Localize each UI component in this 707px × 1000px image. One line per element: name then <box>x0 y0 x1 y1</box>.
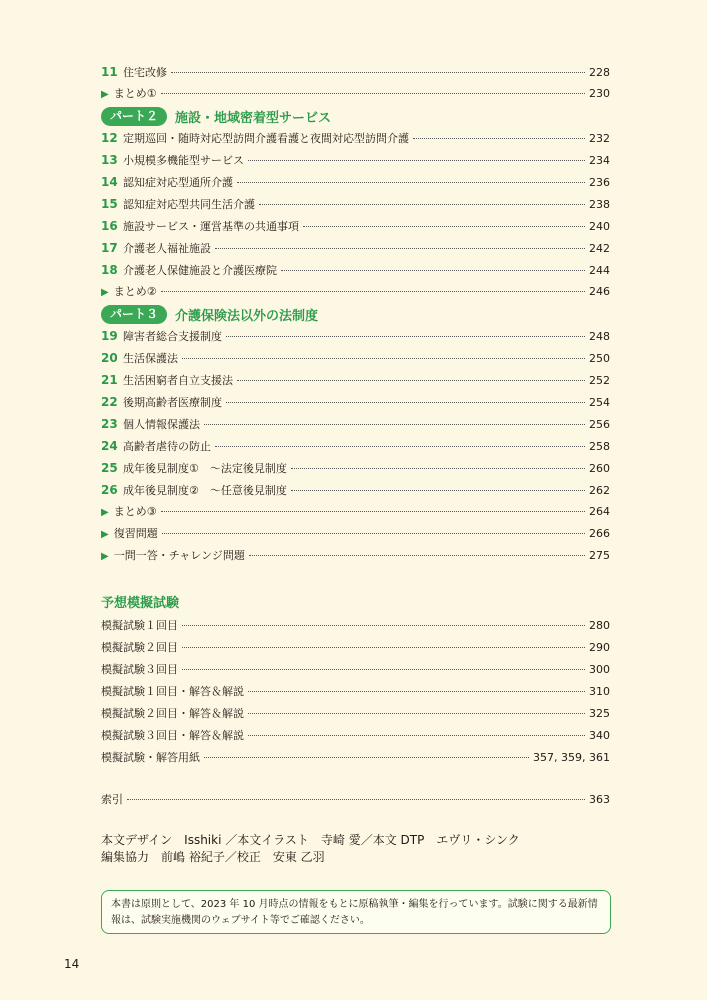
part2-title: 施設・地域密着型サービス <box>175 110 332 126</box>
entry-page: 340 <box>589 729 610 742</box>
toc-entry[interactable] <box>101 413 610 435</box>
entry-title: 定期巡回・随時対応型訪問介護看護と夜間対応型訪問介護 <box>123 132 409 145</box>
entry-title: 生活困窮者自立支援法 <box>123 374 233 387</box>
chapter-number: 20 <box>101 351 118 365</box>
chapter-number: 26 <box>101 483 118 497</box>
entry-title: 成年後見制度② ～任意後見制度 <box>123 484 287 497</box>
part3-title: 介護保険法以外の法制度 <box>175 308 319 324</box>
entry-page: 234 <box>589 154 610 167</box>
entry-title: 模擬試験１回目・解答＆解説 <box>101 685 244 698</box>
entry-page: 262 <box>589 484 610 497</box>
entry-title: 模擬試験・解答用紙 <box>101 751 200 764</box>
dot-leader <box>226 336 585 337</box>
credits <box>101 832 520 866</box>
dot-leader <box>248 691 585 692</box>
dot-leader <box>291 468 585 469</box>
dot-leader <box>161 93 585 94</box>
entry-page: 290 <box>589 641 610 654</box>
toc-entry[interactable] <box>101 215 610 237</box>
triangle-right-icon: ▶ <box>101 551 109 562</box>
dot-leader <box>303 226 585 227</box>
dot-leader <box>215 248 585 249</box>
toc-entry[interactable] <box>101 391 610 413</box>
entry-title: 模擬試験１回目 <box>101 619 178 632</box>
entry-title: 高齢者虐待の防止 <box>123 440 211 453</box>
entry-page: 246 <box>589 285 610 298</box>
dot-leader <box>171 72 585 73</box>
index-title: 索引 <box>101 793 123 806</box>
entry-page: 236 <box>589 176 610 189</box>
toc-entry[interactable] <box>101 61 610 83</box>
toc-entry[interactable] <box>101 435 610 457</box>
dot-leader <box>291 490 585 491</box>
dot-leader <box>248 160 585 161</box>
entry-title: まとめ② <box>113 285 157 298</box>
toc-entry[interactable] <box>101 149 610 171</box>
part3-items <box>101 325 610 567</box>
entry-title: まとめ③ <box>113 505 157 518</box>
entry-title: 介護老人保健施設と介護医療院 <box>123 264 277 277</box>
entry-page: 250 <box>589 352 610 365</box>
entry-title: 模擬試験３回目 <box>101 663 178 676</box>
entry-page: 325 <box>589 707 610 720</box>
chapter-number: 11 <box>101 65 118 79</box>
entry-page: 232 <box>589 132 610 145</box>
dot-leader <box>161 291 585 292</box>
triangle-right-icon: ▶ <box>101 287 109 298</box>
credits-line-1: 本文デザイン Isshiki ／本文イラスト 寺崎 愛／本文 DTP エヴリ・シンク <box>101 833 520 847</box>
entry-page: 300 <box>589 663 610 676</box>
toc-entry[interactable] <box>101 703 610 725</box>
toc-entry[interactable] <box>101 347 610 369</box>
entry-title: 施設サービス・運営基準の共通事項 <box>123 220 299 233</box>
chapter-number: 25 <box>101 461 118 475</box>
index-entry[interactable] <box>101 789 610 811</box>
chapter-number: 13 <box>101 153 118 167</box>
toc-entry[interactable] <box>101 681 610 703</box>
entry-title: 模擬試験２回目・解答＆解説 <box>101 707 244 720</box>
toc-entry[interactable] <box>101 83 610 105</box>
chapter-number: 22 <box>101 395 118 409</box>
chapter-number: 14 <box>101 175 118 189</box>
dot-leader <box>182 625 585 626</box>
entry-page: 256 <box>589 418 610 431</box>
toc-entry[interactable] <box>101 127 610 149</box>
entry-page: 248 <box>589 330 610 343</box>
table-of-contents <box>101 61 610 811</box>
dot-leader <box>248 713 585 714</box>
dot-leader <box>413 138 585 139</box>
dot-leader <box>215 446 585 447</box>
toc-entry[interactable] <box>101 237 610 259</box>
toc-entry[interactable] <box>101 659 610 681</box>
dot-leader <box>204 757 529 758</box>
dot-leader <box>127 799 585 800</box>
entry-title: 後期高齢者医療制度 <box>123 396 222 409</box>
part3-header <box>101 303 610 325</box>
toc-entry[interactable] <box>101 637 610 659</box>
entry-page: 275 <box>589 549 610 562</box>
entry-title: 生活保護法 <box>123 352 178 365</box>
entry-page: 230 <box>589 87 610 100</box>
entry-title: 認知症対応型通所介護 <box>123 176 233 189</box>
entry-title: 模擬試験２回目 <box>101 641 178 654</box>
triangle-right-icon: ▶ <box>101 507 109 518</box>
toc-entry[interactable] <box>101 369 610 391</box>
chapter-number: 12 <box>101 131 118 145</box>
entry-page: 242 <box>589 242 610 255</box>
toc-entry[interactable] <box>101 747 610 769</box>
chapter-number: 21 <box>101 373 118 387</box>
mock-exam-items <box>101 615 610 769</box>
entry-title: 住宅改修 <box>123 66 167 79</box>
entry-page: 280 <box>589 619 610 632</box>
toc-top-section <box>101 61 610 105</box>
entry-page: 264 <box>589 505 610 518</box>
toc-entry[interactable] <box>101 501 610 523</box>
dot-leader <box>281 270 585 271</box>
entry-title: 認知症対応型共同生活介護 <box>123 198 255 211</box>
entry-page: 228 <box>589 66 610 79</box>
entry-page: 252 <box>589 374 610 387</box>
toc-entry[interactable] <box>101 193 610 215</box>
entry-title: 介護老人福祉施設 <box>123 242 211 255</box>
dot-leader <box>248 735 585 736</box>
toc-entry[interactable] <box>101 325 610 347</box>
toc-entry[interactable] <box>101 457 610 479</box>
chapter-number: 23 <box>101 417 118 431</box>
toc-entry[interactable] <box>101 171 610 193</box>
toc-entry[interactable] <box>101 523 610 545</box>
toc-entry[interactable] <box>101 259 610 281</box>
entry-title: 一問一答・チャレンジ問題 <box>113 549 245 562</box>
triangle-right-icon: ▶ <box>101 529 109 540</box>
entry-page: 266 <box>589 527 610 540</box>
entry-title: 模擬試験３回目・解答＆解説 <box>101 729 244 742</box>
dot-leader <box>237 182 585 183</box>
entry-page: 310 <box>589 685 610 698</box>
entry-page: 258 <box>589 440 610 453</box>
entry-title: 小規模多機能型サービス <box>123 154 244 167</box>
part2-header <box>101 105 610 127</box>
notice-box: 本書は原則として、2023 年 10 月時点の情報をもとに原稿執筆・編集を行っています。試験に関する最新情報は、試験実施機関のウェブサイト等でご確認ください。 <box>101 890 611 934</box>
part2-items <box>101 127 610 303</box>
dot-leader <box>226 402 585 403</box>
entry-page: 357, 359, 361 <box>533 751 610 764</box>
page-number: 14 <box>64 957 80 971</box>
chapter-number: 15 <box>101 197 118 211</box>
entry-title: まとめ① <box>113 87 157 100</box>
toc-entry[interactable] <box>101 281 610 303</box>
chapter-number: 17 <box>101 241 118 255</box>
dot-leader <box>204 424 585 425</box>
toc-entry[interactable] <box>101 479 610 501</box>
entry-page: 254 <box>589 396 610 409</box>
chapter-number: 16 <box>101 219 118 233</box>
part3-label: パート３ <box>101 305 167 324</box>
chapter-number: 19 <box>101 329 118 343</box>
entry-page: 238 <box>589 198 610 211</box>
triangle-right-icon: ▶ <box>101 89 109 100</box>
entry-title: 障害者総合支援制度 <box>123 330 222 343</box>
credits-line-2: 編集協力 前嶋 裕紀子／校正 安東 乙羽 <box>101 850 325 864</box>
dot-leader <box>182 358 585 359</box>
chapter-number: 18 <box>101 263 118 277</box>
entry-title: 個人情報保護法 <box>123 418 200 431</box>
chapter-number: 24 <box>101 439 118 453</box>
dot-leader <box>249 555 585 556</box>
mock-exam-heading: 予想模擬試験 <box>101 596 180 611</box>
toc-entry[interactable] <box>101 725 610 747</box>
entry-page: 244 <box>589 264 610 277</box>
index-page: 363 <box>589 793 610 806</box>
dot-leader <box>259 204 585 205</box>
entry-title: 成年後見制度① ～法定後見制度 <box>123 462 287 475</box>
part2-label: パート２ <box>101 107 167 126</box>
dot-leader <box>161 511 585 512</box>
dot-leader <box>162 533 585 534</box>
toc-entry[interactable] <box>101 615 610 637</box>
entry-title: 復習問題 <box>113 527 158 540</box>
entry-page: 260 <box>589 462 610 475</box>
dot-leader <box>182 669 585 670</box>
dot-leader <box>182 647 585 648</box>
entry-page: 240 <box>589 220 610 233</box>
dot-leader <box>237 380 585 381</box>
toc-entry[interactable] <box>101 545 610 567</box>
